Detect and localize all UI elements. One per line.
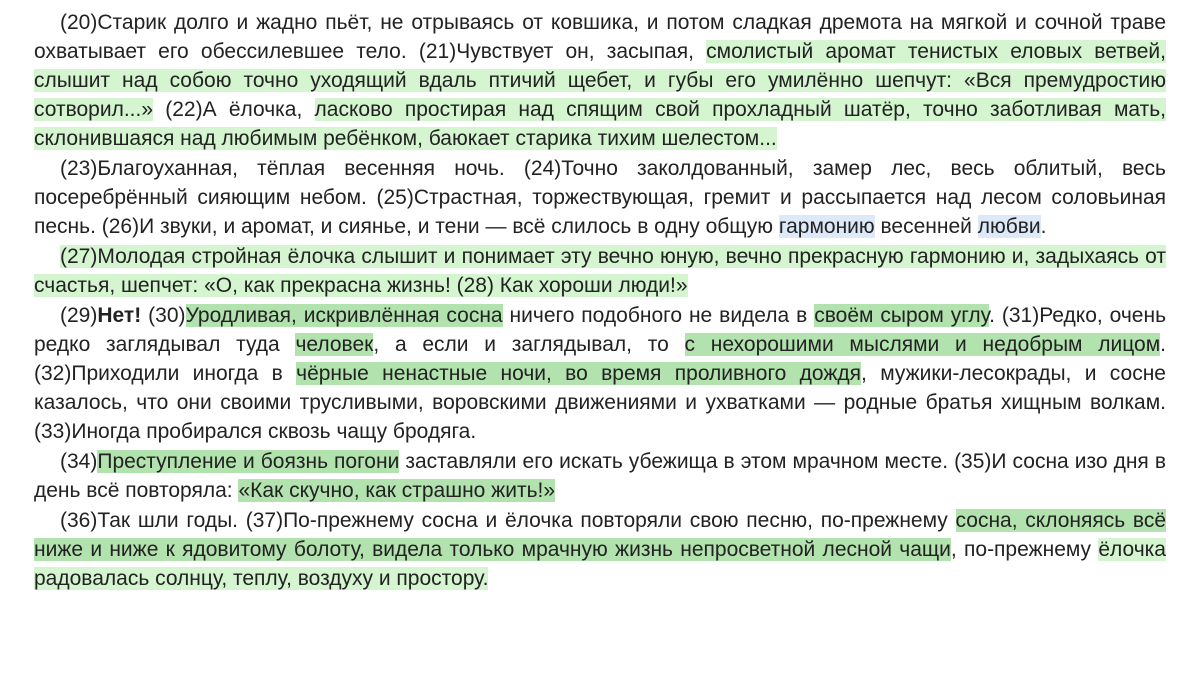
highlighted-phrase: сосна, склоняясь всё ниже и ниже к ядовитому болоту, видела только мрачную жизнь непросветной лесной чащи	[34, 509, 1167, 561]
text-segment: (23)Благоуханная, тёплая весенняя ночь. (24)Точно заколдованный, замер лес, весь облитый, весь посеребрённый сияющим небом. (25)Страстная, торжествующая, гремит и рассыпается над лесом соловьиная песнь. (26)И звуки, и аромат, и сиянье, и тени — всё слилось в одну общую	[34, 157, 1166, 238]
text-segment: (36)Так шли годы. (37)По-прежнему сосна и ёлочка повторяли свою песню, по-прежнему	[60, 509, 956, 532]
bold-word: Нет!	[97, 304, 142, 327]
highlighted-phrase: чёрные ненастные ночи, во время проливного дождя	[296, 362, 862, 385]
highlighted-phrase: Преступление и боязнь погони	[97, 450, 400, 473]
text-segment: (34)	[60, 450, 98, 473]
text-segment: , по-прежнему	[950, 538, 1099, 561]
highlighted-phrase: с нехорошими мыслями и недобрым лицом	[684, 333, 1161, 356]
paragraph-29-33	[34, 301, 1166, 446]
text-segment: (20)Старик долго и жадно пьёт, не отрываясь от ковшика, и потом сладкая дремота на мягкой и сочной траве охватывает его обессилевшее тело. (21)Чувствует он, засыпая,	[34, 11, 1166, 63]
text-segment: (22)А ёлочка,	[153, 98, 315, 121]
text-segment: , а если и заглядывал, то	[373, 333, 685, 356]
text-segment: заставляли его искать убежища в этом мрачном месте. (35)И сосна изо дня в день всё повторяла:	[34, 450, 1166, 502]
text-segment: . (32)Приходили иногда в	[34, 333, 1166, 385]
paragraph-36-37	[34, 506, 1166, 593]
text-segment: (30)	[141, 304, 186, 327]
highlighted-word: человек	[295, 333, 374, 356]
text-segment: . (31)Редко, очень редко заглядывал туда	[34, 304, 1167, 356]
paragraph-27-28	[34, 242, 1166, 300]
paragraph-23-26	[34, 154, 1166, 241]
highlighted-word: любви	[977, 215, 1041, 238]
highlighted-quote: «Как скучно, как страшно жить!»	[238, 479, 556, 502]
highlighted-phrase: ласково простирая над спящим свой прохладный шатёр, точно заботливая мать, склонившаяся над любимым ребёнком, баюкает старика тихим шелестом...	[34, 98, 1166, 150]
text-segment: .	[1040, 215, 1047, 238]
text-segment: (29)	[60, 304, 98, 327]
paragraph-20-22	[34, 8, 1166, 153]
highlighted-phrase: своём сыром углу	[814, 304, 990, 327]
text-segment: весенней	[874, 215, 978, 238]
paragraph-34-35	[34, 447, 1166, 505]
text-segment: ничего подобного не видела в	[502, 304, 815, 327]
highlighted-word: гармонию	[778, 215, 875, 238]
highlighted-phrase: Уродливая, искривлённая сосна	[185, 304, 503, 327]
highlighted-phrase: (27)Молодая стройная ёлочка слышит и понимает эту вечно юную, вечно прекрасную гармонию и, задыхаясь от счастья, шепчет: «О, как прекрасна жизнь! (28) Как хороши люди!»	[34, 245, 1166, 297]
text-segment: , мужики-лесокрады, и сосне казалось, что они своими трусливыми, воровскими движениями и ухватками — родные братья хищным волкам. (33)Иногда пробирался сквозь чащу бродяга.	[34, 362, 1166, 443]
highlighted-phrase: ёлочка радовалась солнцу, теплу, воздуху и простору.	[34, 538, 1166, 590]
highlighted-phrase: смолистый аромат тенистых еловых ветвей, слышит над собою точно уходящий вдаль птичий щебет, и губы его умилённо шепчут: «Вся премудростию сотворил...»	[34, 40, 1166, 121]
